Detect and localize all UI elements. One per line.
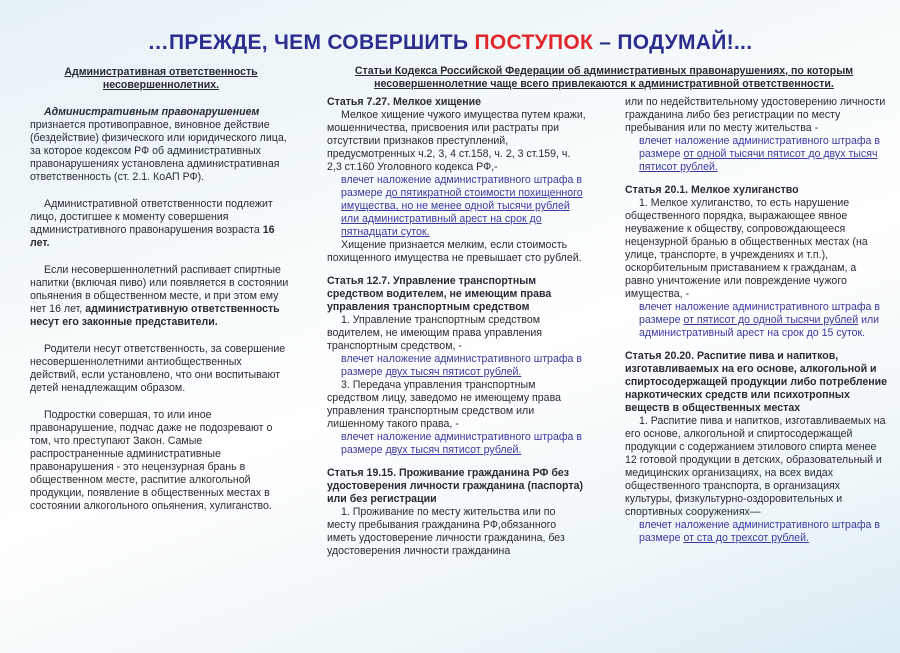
page-title: …ПРЕЖДЕ, ЧЕМ СОВЕРШИТЬ ПОСТУПОК – ПОДУМАЙ!...	[147, 31, 753, 54]
article-20-1-fine: влечет наложение административного штрафа в размере от пятисот до одной тысячи рублей или административный арест на срок до 15 суток.	[639, 301, 881, 339]
article-19-15-continued: или по недействительному удостоверению личности гражданина либо без регистрации по месту пребывания или по месту жительства -	[625, 96, 886, 134]
article-20-1-text: 1. Мелкое хулиганство, то есть нарушение общественного порядка, выражающее явное неуважение к обществу, сопровождающееся нецензурной бранью в общественных местах (на улице, транспорте, в учреждениях и т.п.), оскорбительным приставанием к гражданам, а равно уничтожение или повреждение чужого имущества, -	[625, 197, 868, 300]
teenagers-paragraph: Подростки совершая, то или иное правонарушение, подчас даже не подозревают о том, что преступают Закон. Самые распространенные административные правонарушения - это нецензурная брань в общественном месте, распитие алкогольной продукции, появление в общественных местах в состоянии алкогольного опьянения, хулиганство.	[30, 409, 273, 512]
article-12-7-part3: 3. Передача управления транспортным средством лицу, заведомо не имеющему права управления транспортным средством или лишенному такого права, -	[327, 379, 561, 430]
left-heading: Административная ответственность несовершеннолетних.	[64, 66, 258, 91]
title-accent: ПОСТУПОК	[474, 31, 594, 54]
article-7-27-fine: влечет наложение административного штрафа в размере до пятикратной стоимости похищенного имущества, но не менее одной тысячи рублей или административный арест на срок до пятнадцати суток.	[341, 174, 583, 238]
articles-heading: Статьи Кодекса Российской Федерации об административных правонарушениях, по которым несовершеннолетние чаще всего привлекаются к административной ответственности.	[354, 65, 854, 90]
article-7-27-note: Хищение признается мелким, если стоимость похищенного имущества не превышает сто рублей.	[327, 239, 582, 264]
right-column	[625, 96, 887, 545]
left-column	[30, 66, 292, 513]
article-20-1-title: Статья 20.1. Мелкое хулиганство	[625, 184, 799, 196]
article-20-20-fine: влечет наложение административного штрафа в размере от ста до трехсот рублей.	[639, 519, 881, 544]
article-12-7-title: Статья 12.7. Управление транспортным средством водителем, не имеющим права управления транспортным средством	[327, 275, 552, 313]
article-19-15-text: 1. Проживание по месту жительства или по месту пребывания гражданина РФ,обязанного иметь удостоверение личности гражданина, без удостоверения личности гражданина	[327, 506, 565, 557]
article-19-15-title: Статья 19.15. Проживание гражданина РФ без удостоверения личности гражданина (паспорта) или без регистрации	[327, 467, 583, 505]
article-12-7-part1: 1. Управление транспортным средством водителем, не имеющим права управления транспортным средством, -	[327, 314, 543, 352]
article-12-7-fine1: влечет наложение административного штрафа в размере двух тысяч пятисот рублей.	[341, 353, 583, 378]
article-7-27-text: Мелкое хищение чужого имущества путем кражи, мошенничества, присвоения или растраты при отсутствии признаков преступлений, предусмотренных ч.2, 3, 4 ст.158, ч. 2, 3 ст.159, ч. 2,3 ст.160 Уголовного кодекса РФ,-	[327, 109, 586, 173]
center-column	[327, 96, 587, 558]
article-20-20-title: Статья 20.20. Распитие пива и напитков, изготавливаемых на его основе, алкогольной и спиртосодержащей продукции либо потребление наркотических средств или психотропных веществ в общественных местах	[625, 350, 888, 414]
article-19-15-fine: влечет наложение административного штрафа в размере от одной тысячи пятисот до двух тысяч пятисот рублей.	[639, 135, 881, 173]
parents-paragraph: Родители несут ответственность, за совершение несовершеннолетними антиобщественных действий, если установлено, что они воспитывают детей ненадлежащим образом.	[30, 343, 286, 394]
age-paragraph: Административной ответственности подлежит лицо, достигшее к моменту совершения административного правонарушения возраста 16 лет.	[30, 198, 275, 249]
article-7-27-title: Статья 7.27. Мелкое хищение	[327, 96, 482, 108]
minor-drinking-paragraph: Если несовершеннолетний распивает спиртные напитки (включая пиво) или появляется в состоянии опьянения в общественном месте, и при этом ему нет 16 лет, административную ответственность несут его законные представители.	[30, 264, 289, 328]
article-12-7-fine3: влечет наложение административного штрафа в размере двух тысяч пятисот рублей.	[341, 431, 583, 456]
definition-paragraph: Административным правонарушением признается противоправное, виновное действие (бездействие) физического или юридического лица, за которое кодексом РФ об административных правонарушениях установлена административная ответственность (ст. 2.1. КоАП РФ).	[30, 106, 287, 183]
article-20-20-text: 1. Распитие пива и напитков, изготавливаемых на его основе, алкогольной и спиртосодержащей продукции с содержанием этилового спирта менее 12 готовой продукции в детских, образовательный и медицинских организациях, на всех видах общественного транспорта, в организациях культуры, физкультурно-оздоровительных и спортивных сооружениях—	[625, 415, 886, 518]
